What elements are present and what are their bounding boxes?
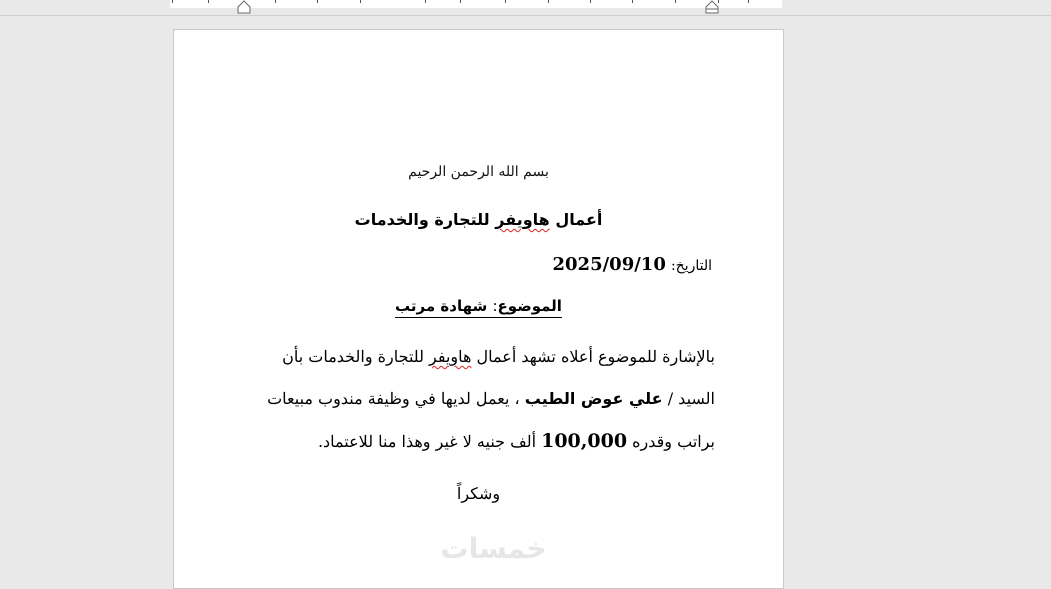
company-name-part: للتجارة والخدمات bbox=[354, 210, 496, 229]
body-text: ألف جنيه لا غير وهذا منا للاعتماد. bbox=[317, 432, 542, 451]
ruler-tick bbox=[360, 0, 361, 3]
date-label: التاريخ: bbox=[670, 258, 712, 274]
watermark-logo: خمسات bbox=[440, 532, 547, 565]
misspelled-word[interactable]: هاويفر bbox=[495, 210, 550, 229]
date-value: 2025/09/10 bbox=[552, 254, 666, 275]
ruler-tick bbox=[208, 0, 209, 3]
subject-colon: : bbox=[492, 297, 498, 315]
ruler-tick bbox=[505, 0, 506, 3]
ruler-tick bbox=[460, 0, 461, 3]
horizontal-ruler[interactable] bbox=[0, 0, 1051, 16]
ruler-tick bbox=[317, 0, 318, 3]
body-text: ، يعمل لديها في وظيفة مندوب مبيعات bbox=[267, 389, 525, 408]
company-name-part: أعمال bbox=[549, 210, 603, 229]
body-text: براتب وقدره bbox=[627, 432, 715, 451]
ruler-tick bbox=[172, 0, 173, 3]
date-line bbox=[553, 254, 713, 275]
subject-label: الموضوع bbox=[497, 297, 562, 315]
ruler-tick bbox=[548, 0, 549, 3]
employee-name: علي عوض الطيب bbox=[524, 389, 663, 408]
body-text: للتجارة والخدمات بأن bbox=[282, 347, 430, 366]
body-text: بالإشارة للموضوع أعلاه تشهد أعمال bbox=[471, 347, 715, 366]
closing-thanks: وشكراً bbox=[456, 484, 501, 503]
company-name bbox=[174, 210, 783, 229]
ruler-tick bbox=[748, 0, 749, 3]
document-page[interactable] bbox=[173, 29, 784, 589]
misspelled-word[interactable]: هاويفر bbox=[429, 347, 472, 366]
body-text: السيد / bbox=[662, 389, 715, 408]
left-indent-marker-icon[interactable] bbox=[237, 0, 251, 14]
ruler-tick bbox=[675, 0, 676, 3]
ruler-tick bbox=[425, 0, 426, 3]
bismillah-line: بسم الله الرحمن الرحيم bbox=[408, 164, 549, 180]
subject-line bbox=[174, 297, 783, 315]
ruler-tick bbox=[275, 0, 276, 3]
subject-value: شهادة مرتب bbox=[395, 297, 488, 315]
ruler-text-area bbox=[170, 0, 782, 8]
ruler-tick bbox=[590, 0, 591, 3]
salary-amount: 100,000 bbox=[541, 430, 628, 452]
right-indent-marker-icon[interactable] bbox=[705, 0, 719, 14]
ruler-tick bbox=[632, 0, 633, 3]
body-paragraph bbox=[245, 336, 715, 463]
subject-underlined bbox=[395, 297, 562, 318]
